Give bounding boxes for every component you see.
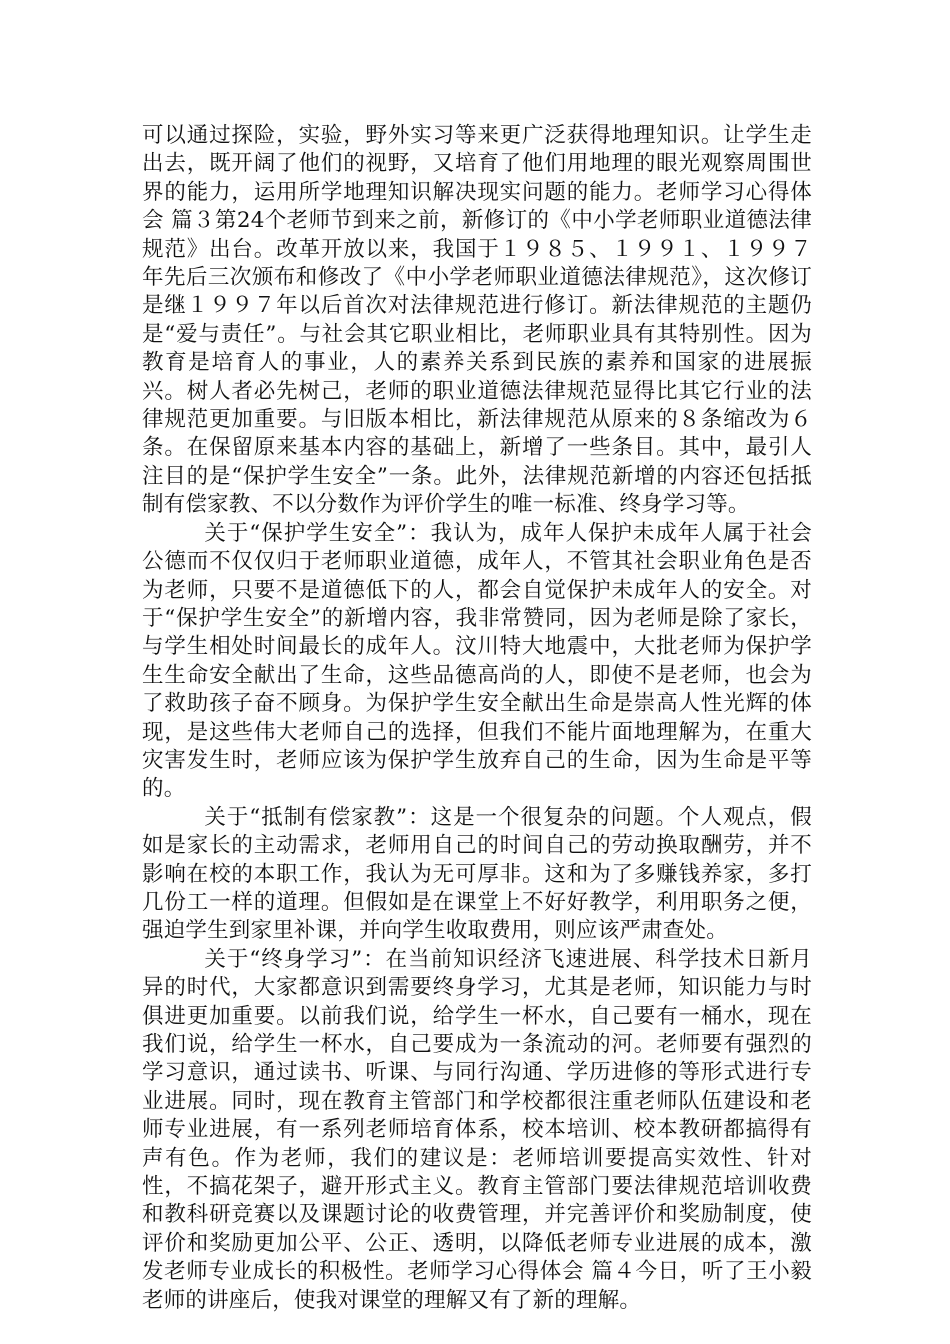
paragraph-lifelong-learning: 关于“终身学习”：在当前知识经济飞速进展、科学技术日新月异的时代，大家都意识到需要终身学习，尤其是老师，知识能力与时俱进更加重要。以前我们说，给学生一杯水，自己要有一桶水，现在我们说，给学生一杯水，自己要成为一条流动的河。老师要有强烈的学习意识，通过读书、听课、与同行沟通、学历进修的等形式进行专业进展。同时，现在教育主管部门和学校都很注重老师队伍建设和老师专业进展，有一系列老师培育体系，校本培训、校本教研都搞得有声有色。作为老师，我们的建议是：老师培训要提高实效性、针对性，不搞花架子，避开形式主义。教育主管部门要法律规范培训收费和教科研竞赛以及课题讨论的收费管理，并完善评价和奖励制度，使评价和奖励更加公平、公正、透明，以降低老师专业进展的成本，激发老师专业成长的积极性。老师学习心得体会 篇４今日，听了王小毅老师的讲座后，使我对课堂的理解又有了新的理解。 <box>142 946 812 1313</box>
document-body <box>142 122 812 1315</box>
paragraph-protect-students: 关于“保护学生安全”：我认为，成年人保护未成年人属于社会公德而不仅仅归于老师职业道德，成年人，不管其社会职业角色是否为老师，只要不是道德低下的人，都会自觉保护未成年人的安全。对于“保护学生安全”的新增内容，我非常赞同，因为老师是除了家长，与学生相处时间最长的成年人。汶川特大地震中，大批老师为保护学生生命安全献出了生命，这些品德高尚的人，即使不是老师，也会为了救助孩子奋不顾身。为保护学生安全献出生命是崇高人性光辉的体现，是这些伟大老师自己的选择，但我们不能片面地理解为，在重大灾害发生时，老师应该为保护学生放弃自己的生命，因为生命是平等的。 <box>142 520 812 802</box>
paragraph-intro: 可以通过探险，实验，野外实习等来更广泛获得地理知识。让学生走出去，既开阔了他们的视野，又培育了他们用地理的眼光观察周围世界的能力，运用所学地理知识解决现实问题的能力。老师学习心得体会 篇３第24个老师节到来之前，新修订的《中小学老师职业道德法律规范》出台。改革开放以来，我国于１９８５、１９９１、１９９７年先后三次颁布和修改了《中小学老师职业道德法律规范》，这次修订是继１９９７年以后首次对法律规范进行修订。新法律规范的主题仍是“爱与责任”。与社会其它职业相比，老师职业具有其特别性。因为教育是培育人的事业，人的素养关系到民族的素养和国家的进展振兴。树人者必先树己，老师的职业道德法律规范显得比其它行业的法律规范更加重要。与旧版本相比，新法律规范从原来的８条缩改为６条。在保留原来基本内容的基础上，新增了一些条目。其中，最引人注目的是“保护学生安全”一条。此外，法律规范新增的内容还包括抵制有偿家教、不以分数作为评价学生的唯一标准、终身学习等。 <box>142 123 812 518</box>
paragraph-paid-tutoring: 关于“抵制有偿家教”：这是一个很复杂的问题。个人观点，假如是家长的主动需求，老师用自己的时间自己的劳动换取酬劳，并不影响在校的本职工作，我认为无可厚非。这和为了多赚钱养家，多打几份工一样的道理。但假如是在课堂上不好好教学，利用职务之便，强迫学生到家里补课，并向学生收取费用，则应该严肃查处。 <box>142 804 812 944</box>
